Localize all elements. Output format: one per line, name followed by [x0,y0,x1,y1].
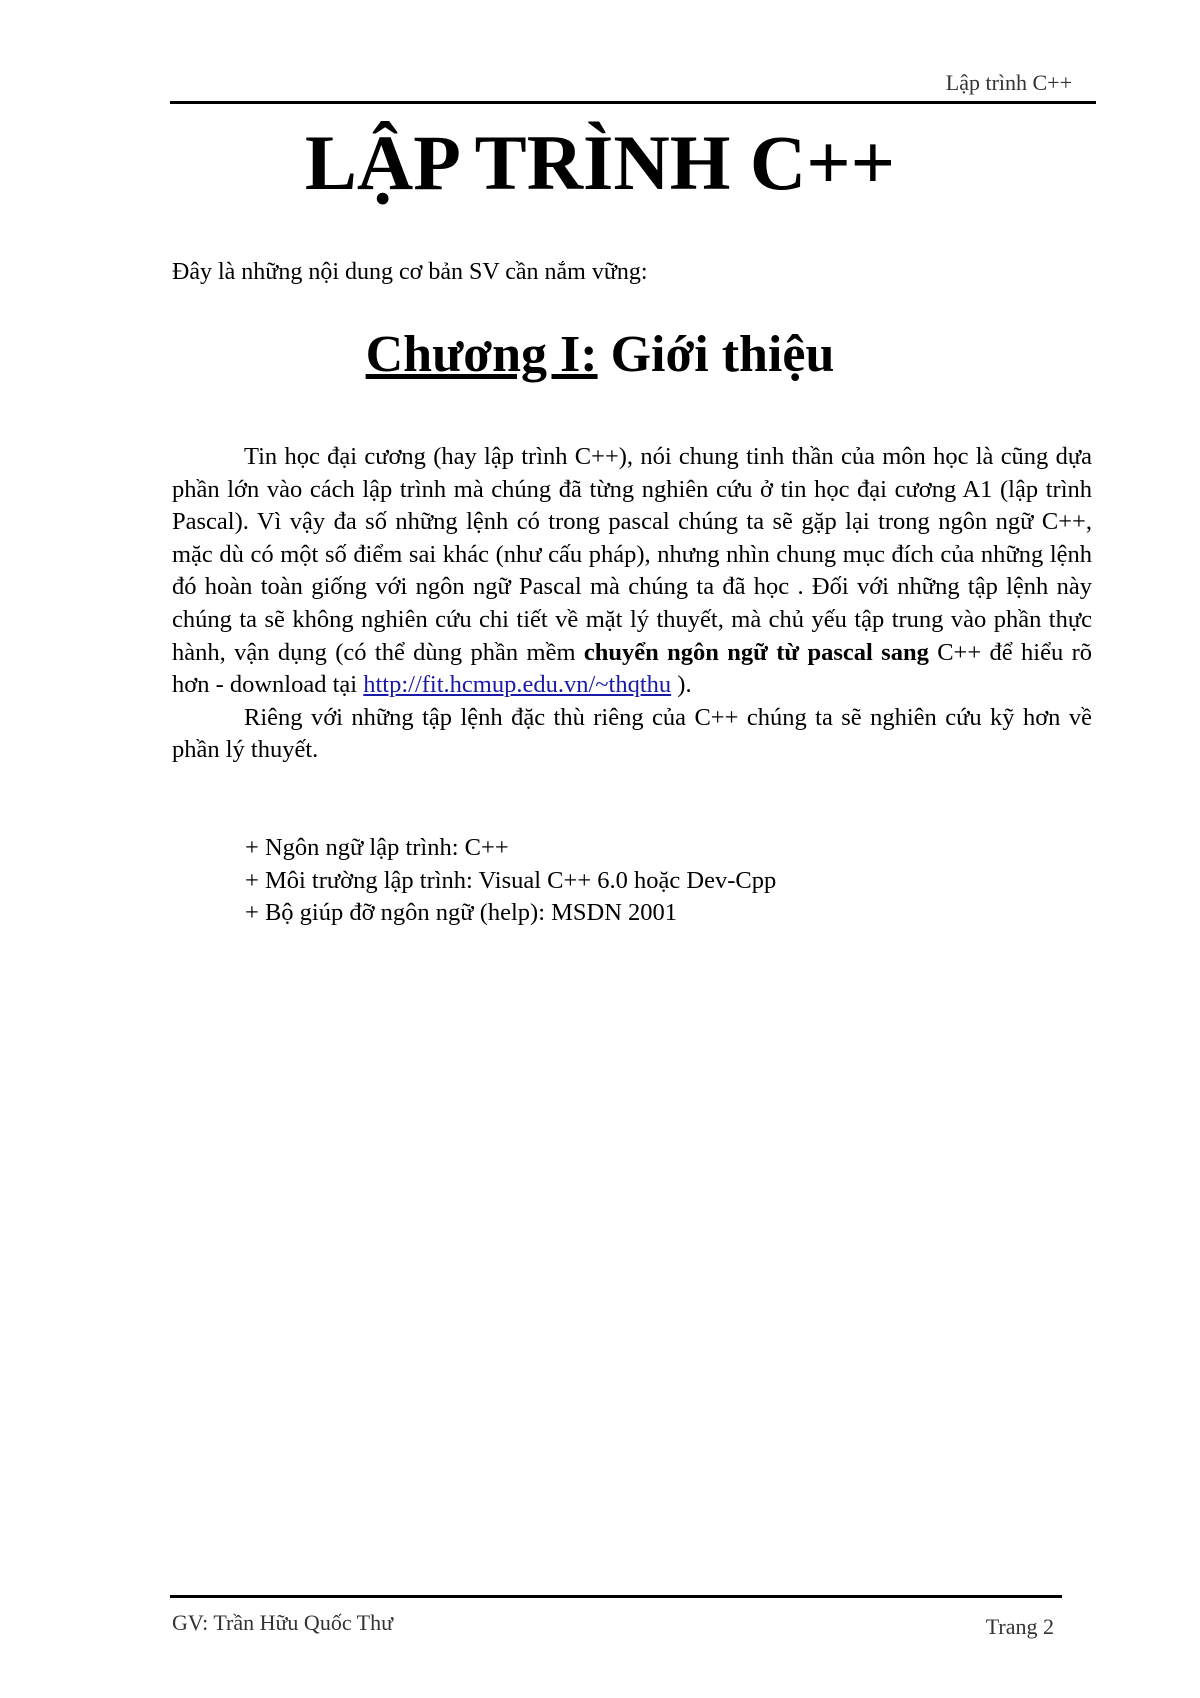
paragraph-1-end: ). [677,671,692,699]
paragraph-1 [172,441,1092,702]
page-number: Trang 2 [985,1614,1054,1639]
body-text [172,441,1092,767]
paragraph-2: Riêng với những tập lệnh đặc thù riêng của C++ chúng ta sẽ nghiên cứu kỹ hơn về phần lý thuyết. [172,703,1092,764]
bullet-item: + Bộ giúp đỡ ngôn ngữ (help): MSDN 2001 [245,899,678,927]
download-link[interactable]: http://fit.hcmup.edu.vn/~thqthu [363,671,672,699]
bold-phrase: chuyển ngôn ngữ từ pascal sang [583,638,929,666]
intro-text: Đây là những nội dung cơ bản SV cần nắm vững: [172,259,648,285]
chapter-label: Chương I: [365,326,598,383]
paragraph-1-text-b: C++ để hiểu rõ hơn - download tại [172,638,1092,699]
bullet-item: + Ngôn ngữ lập trình: C++ [245,834,509,861]
footer-rule [170,1595,1062,1598]
chapter-heading [0,320,1200,390]
footer-author: GV: Trần Hữu Quốc Thư [172,1610,394,1635]
bullet-item: + Môi trường lập trình: Visual C++ 6.0 hoặc Dev-Cpp [245,866,777,894]
chapter-name: Giới thiệu [610,326,835,383]
running-header: Lập trình C++ [945,70,1072,95]
paragraph-1-text: Tin học đại cương (hay lập trình C++), nói chung tinh thần của môn học là cũng dựa phần lớn vào cách lập trình mà chúng đã từng nghiên cứu ở tin học đại cương A1 (lập trình Pascal). Vì vậy đa số những lệnh có trong pascal chúng ta sẽ gặp lại trong ngôn ngữ C++, mặc dù có một số điểm sai khác (như cấu pháp), nhưng nhìn chung mục đích của những lệnh đó hoàn toàn giống với ngôn ngữ Pascal mà chúng ta đã học . Đối với những tập lệnh này chúng ta sẽ không nghiên cứu chi tiết về mặt lý thuyết, mà chủ yếu tập trung vào phần thực hành, vận dụng (có thể dùng phần mềm [172,443,1092,666]
document-title: LẬP TRÌNH C++ [304,119,896,206]
bullet-list [245,832,776,930]
header-rule [170,101,1096,104]
